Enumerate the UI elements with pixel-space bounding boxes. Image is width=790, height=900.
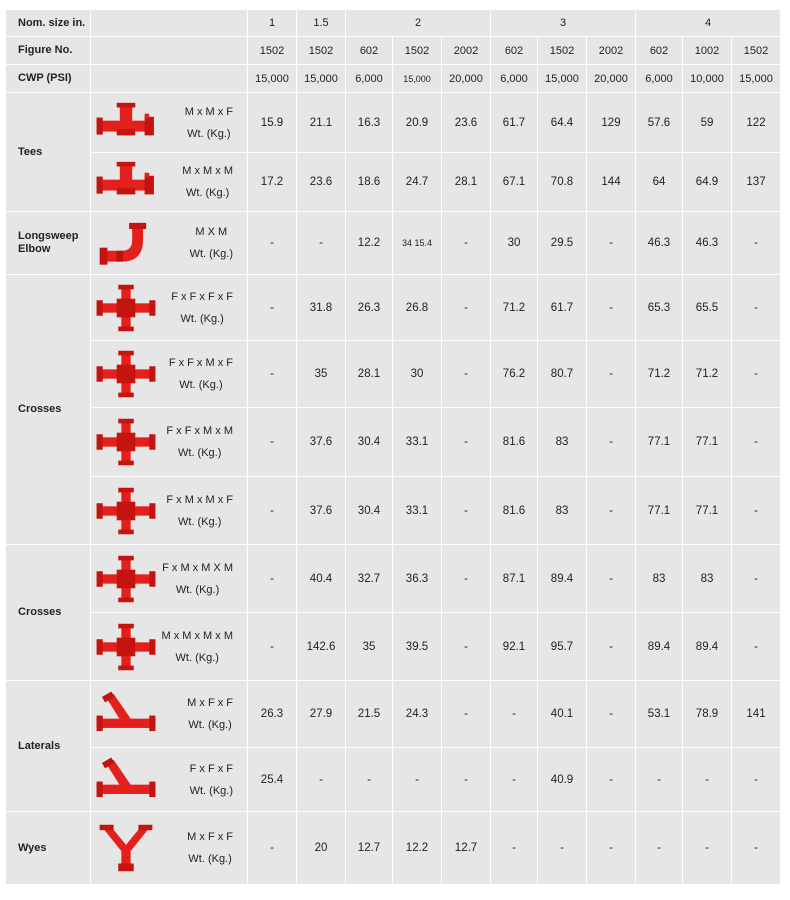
fitting-cell bbox=[91, 275, 247, 340]
cwp-cell: 15,000 bbox=[538, 65, 586, 92]
weight-value: 46.3 bbox=[636, 212, 682, 274]
weight-value: - bbox=[732, 748, 780, 811]
weight-value: 30 bbox=[491, 212, 537, 274]
weight-value: 67.1 bbox=[491, 153, 537, 211]
fitting-row bbox=[6, 408, 780, 476]
weight-value: 27.9 bbox=[297, 681, 345, 747]
weight-value: 61.7 bbox=[538, 275, 586, 340]
weight-value: 141 bbox=[732, 681, 780, 747]
weight-value: 39.5 bbox=[393, 613, 441, 680]
size-cell: 3 bbox=[491, 10, 635, 36]
weight-value: - bbox=[248, 408, 296, 476]
weight-value: 89.4 bbox=[538, 545, 586, 612]
weight-label: Wt. (Kg.) bbox=[189, 248, 233, 260]
cwp-cell: 15,000 bbox=[732, 65, 780, 92]
weight-value: - bbox=[587, 613, 635, 680]
weight-value: - bbox=[442, 748, 490, 811]
weight-value: 12.7 bbox=[346, 812, 392, 884]
weight-value: - bbox=[636, 748, 682, 811]
weight-value: 12.7 bbox=[442, 812, 490, 884]
weight-value: - bbox=[587, 681, 635, 747]
weight-value: 40.4 bbox=[297, 545, 345, 612]
weight-value: 35 bbox=[346, 613, 392, 680]
weight-value: 71.2 bbox=[636, 341, 682, 407]
connection-config: F x F x F x F bbox=[171, 290, 233, 303]
weight-label: Wt. (Kg.) bbox=[188, 719, 232, 731]
weight-value: 23.6 bbox=[442, 93, 490, 152]
cross-fitting-icon bbox=[95, 622, 157, 672]
weight-value: - bbox=[442, 477, 490, 544]
fitting-cell bbox=[91, 408, 247, 476]
weight-value: 89.4 bbox=[636, 613, 682, 680]
weight-value: 21.5 bbox=[346, 681, 392, 747]
cwp-cell: 6,000 bbox=[491, 65, 537, 92]
weight-label: Wt. (Kg.) bbox=[185, 187, 230, 199]
weight-value: - bbox=[587, 341, 635, 407]
weight-label: Wt. (Kg.) bbox=[187, 127, 231, 140]
weight-value: - bbox=[732, 477, 780, 544]
fitting-description bbox=[187, 692, 233, 736]
weight-value: - bbox=[491, 681, 537, 747]
cross-fitting-icon bbox=[95, 554, 157, 604]
category-label: Tees bbox=[6, 93, 90, 211]
fitting-cell bbox=[91, 812, 247, 884]
weight-value: 17.2 bbox=[248, 153, 296, 211]
fitting-row bbox=[6, 212, 780, 274]
weight-value: 40.9 bbox=[538, 748, 586, 811]
figure-cell: 1502 bbox=[393, 37, 441, 64]
connection-config: M x F x F bbox=[187, 697, 233, 709]
weight-value: - bbox=[442, 341, 490, 407]
cwp-cell: 20,000 bbox=[587, 65, 635, 92]
lateral-fitting-icon bbox=[95, 689, 157, 739]
cwp-cell: 6,000 bbox=[346, 65, 392, 92]
weight-value: - bbox=[587, 812, 635, 884]
connection-config: F x F x F bbox=[189, 762, 233, 775]
fitting-row bbox=[6, 93, 780, 152]
weight-value: - bbox=[587, 212, 635, 274]
weight-value: 29.5 bbox=[538, 212, 586, 274]
weight-value: - bbox=[442, 212, 490, 274]
fitting-row bbox=[6, 545, 780, 612]
cwp-cell: 15,000 bbox=[393, 65, 441, 92]
cross-fitting-icon bbox=[95, 486, 157, 536]
weight-value: - bbox=[491, 748, 537, 811]
weight-value: - bbox=[587, 545, 635, 612]
cwp-cell: 15,000 bbox=[248, 65, 296, 92]
weight-value: 28.1 bbox=[442, 153, 490, 211]
connection-config: F x F x M x M bbox=[166, 425, 233, 437]
weight-value: 77.1 bbox=[636, 408, 682, 476]
weight-value: 81.6 bbox=[491, 477, 537, 544]
fitting-row bbox=[6, 812, 780, 884]
weight-value: 122 bbox=[732, 93, 780, 152]
cwp-label: CWP (PSI) bbox=[6, 65, 90, 92]
weight-label: Wt. (Kg.) bbox=[180, 312, 224, 325]
weight-value: 137 bbox=[732, 153, 780, 211]
category-label: Crosses bbox=[6, 275, 90, 544]
fitting-row bbox=[6, 748, 780, 811]
weight-value: 64.9 bbox=[683, 153, 731, 211]
fitting-row bbox=[6, 275, 780, 340]
fitting-cell bbox=[91, 341, 247, 407]
connection-config: M x M x M bbox=[182, 165, 233, 177]
fitting-description bbox=[166, 489, 233, 533]
weight-value: - bbox=[683, 812, 731, 884]
fitting-row bbox=[6, 613, 780, 680]
weight-value: 81.6 bbox=[491, 408, 537, 476]
category-label: Wyes bbox=[6, 812, 90, 884]
cwp-cell: 6,000 bbox=[636, 65, 682, 92]
weight-value: 20.9 bbox=[393, 93, 441, 152]
fitting-description bbox=[185, 101, 233, 145]
connection-config: M X M bbox=[195, 226, 228, 238]
fitting-description bbox=[187, 826, 233, 870]
weight-value: - bbox=[248, 275, 296, 340]
weight-value: 53.1 bbox=[636, 681, 682, 747]
wye-fitting-icon bbox=[95, 823, 157, 873]
weight-value: - bbox=[732, 545, 780, 612]
cwp-cell: 15,000 bbox=[297, 65, 345, 92]
cwp-header-row bbox=[6, 65, 780, 92]
fitting-cell bbox=[91, 212, 247, 274]
connection-config: M x M x M x M bbox=[161, 629, 233, 642]
weight-value: - bbox=[683, 748, 731, 811]
weight-value: - bbox=[442, 681, 490, 747]
weight-label: Wt. (Kg.) bbox=[178, 515, 222, 528]
weight-value: - bbox=[248, 212, 296, 274]
fitting-row bbox=[6, 477, 780, 544]
weight-label: Wt. (Kg.) bbox=[179, 379, 223, 391]
weight-value: 24.3 bbox=[393, 681, 441, 747]
figure-header-row bbox=[6, 37, 780, 64]
weight-label: Wt. (Kg.) bbox=[175, 583, 220, 596]
weight-value: - bbox=[636, 812, 682, 884]
weight-value: 76.2 bbox=[491, 341, 537, 407]
weight-value: 78.9 bbox=[683, 681, 731, 747]
connection-config: F x M x M X M bbox=[162, 561, 233, 574]
cross-fitting-icon bbox=[95, 283, 157, 333]
figure-cell: 602 bbox=[346, 37, 392, 64]
weight-value: 142.6 bbox=[297, 613, 345, 680]
weight-value: 61.7 bbox=[491, 93, 537, 152]
figure-cell: 602 bbox=[636, 37, 682, 64]
weight-value: - bbox=[587, 275, 635, 340]
fitting-description bbox=[162, 625, 234, 669]
weight-value: 46.3 bbox=[683, 212, 731, 274]
weight-value: 64.4 bbox=[538, 93, 586, 152]
category-label: Longsweep Elbow bbox=[6, 212, 90, 274]
fitting-row bbox=[6, 153, 780, 211]
weight-value: - bbox=[297, 748, 345, 811]
weight-value: - bbox=[248, 341, 296, 407]
connection-config: M x M x F bbox=[184, 105, 233, 118]
weight-value: 16.3 bbox=[346, 93, 392, 152]
weight-value: - bbox=[732, 341, 780, 407]
weight-value: 28.1 bbox=[346, 341, 392, 407]
weight-value: - bbox=[248, 545, 296, 612]
weight-value: - bbox=[732, 408, 780, 476]
size-cell: 2 bbox=[346, 10, 490, 36]
connection-config: M x F x F bbox=[187, 831, 233, 843]
weight-value: - bbox=[732, 212, 780, 274]
weight-value: - bbox=[248, 477, 296, 544]
fitting-description bbox=[190, 221, 233, 265]
figure-cell: 602 bbox=[491, 37, 537, 64]
weight-value: 35 bbox=[297, 341, 345, 407]
cross-fitting-icon bbox=[95, 349, 157, 399]
fitting-cell bbox=[91, 681, 247, 747]
weight-value: 83 bbox=[683, 545, 731, 612]
cwp-cell: 10,000 bbox=[683, 65, 731, 92]
weight-value: 95.7 bbox=[538, 613, 586, 680]
weight-value: 87.1 bbox=[491, 545, 537, 612]
cross-fitting-icon bbox=[95, 417, 157, 467]
weight-value: - bbox=[393, 748, 441, 811]
elbow-fitting-icon bbox=[95, 218, 157, 268]
size-cell: 1.5 bbox=[297, 10, 345, 36]
figure-cell: 1502 bbox=[248, 37, 296, 64]
fitting-description bbox=[182, 160, 233, 204]
weight-label: Wt. (Kg.) bbox=[188, 853, 232, 865]
category-label: Crosses bbox=[6, 545, 90, 680]
fitting-description bbox=[190, 758, 233, 802]
fitting-description bbox=[171, 286, 233, 330]
figure-cell: 1502 bbox=[538, 37, 586, 64]
weight-value: 32.7 bbox=[346, 545, 392, 612]
weight-value: 92.1 bbox=[491, 613, 537, 680]
weight-value: - bbox=[442, 613, 490, 680]
weight-value: 64 bbox=[636, 153, 682, 211]
weight-value: - bbox=[732, 613, 780, 680]
weight-value: 26.8 bbox=[393, 275, 441, 340]
weight-value: 77.1 bbox=[683, 477, 731, 544]
weight-value: 71.2 bbox=[683, 341, 731, 407]
weight-value: - bbox=[442, 408, 490, 476]
weight-value: 30 bbox=[393, 341, 441, 407]
fitting-description bbox=[162, 557, 233, 601]
size-header-row bbox=[6, 10, 780, 36]
weight-value: 33.1 bbox=[393, 477, 441, 544]
weight-value: 34 15.4 bbox=[393, 212, 441, 274]
figure-cell: 2002 bbox=[442, 37, 490, 64]
size-cell: 1 bbox=[248, 10, 296, 36]
connection-config: F x F x M x F bbox=[168, 357, 233, 369]
weight-value: 83 bbox=[636, 545, 682, 612]
weight-value: - bbox=[297, 212, 345, 274]
weight-value: - bbox=[491, 812, 537, 884]
weight-value: - bbox=[732, 812, 780, 884]
fitting-cell bbox=[91, 153, 247, 211]
figure-cell: 1502 bbox=[297, 37, 345, 64]
weight-value: 77.1 bbox=[636, 477, 682, 544]
weight-value: 129 bbox=[587, 93, 635, 152]
weight-value: - bbox=[732, 275, 780, 340]
fitting-cell bbox=[91, 748, 247, 811]
weight-value: 77.1 bbox=[683, 408, 731, 476]
weight-value: 21.1 bbox=[297, 93, 345, 152]
weight-value: - bbox=[587, 408, 635, 476]
weight-value: 144 bbox=[587, 153, 635, 211]
weight-value: 80.7 bbox=[538, 341, 586, 407]
category-label: Laterals bbox=[6, 681, 90, 811]
fittings-spec-table bbox=[5, 9, 781, 885]
weight-value: 36.3 bbox=[393, 545, 441, 612]
weight-value: 65.3 bbox=[636, 275, 682, 340]
weight-value: 70.8 bbox=[538, 153, 586, 211]
weight-value: - bbox=[346, 748, 392, 811]
connection-config: F x M x M x F bbox=[166, 493, 233, 506]
fitting-row bbox=[6, 681, 780, 747]
weight-value: 30.4 bbox=[346, 477, 392, 544]
weight-value: 33.1 bbox=[393, 408, 441, 476]
fitting-description bbox=[169, 352, 233, 396]
weight-value: 37.6 bbox=[297, 477, 345, 544]
weight-value: 37.6 bbox=[297, 408, 345, 476]
tee-fitting-icon bbox=[95, 157, 157, 207]
weight-value: 89.4 bbox=[683, 613, 731, 680]
weight-value: 12.2 bbox=[393, 812, 441, 884]
weight-value: - bbox=[587, 477, 635, 544]
cwp-cell: 20,000 bbox=[442, 65, 490, 92]
weight-value: 26.3 bbox=[248, 681, 296, 747]
nom-size-label: Nom. size in. bbox=[6, 10, 90, 36]
weight-value: - bbox=[538, 812, 586, 884]
weight-value: 71.2 bbox=[491, 275, 537, 340]
fitting-cell bbox=[91, 477, 247, 544]
tee-fitting-icon bbox=[95, 98, 157, 148]
weight-value: 57.6 bbox=[636, 93, 682, 152]
fitting-cell bbox=[91, 613, 247, 680]
weight-value: 18.6 bbox=[346, 153, 392, 211]
lateral-fitting-icon bbox=[95, 755, 157, 805]
figure-cell: 1502 bbox=[732, 37, 780, 64]
weight-value: - bbox=[587, 748, 635, 811]
fitting-row bbox=[6, 341, 780, 407]
weight-value: 15.9 bbox=[248, 93, 296, 152]
figure-label: Figure No. bbox=[6, 37, 90, 64]
weight-label: Wt. (Kg.) bbox=[175, 651, 219, 664]
weight-value: 59 bbox=[683, 93, 731, 152]
weight-value: - bbox=[442, 545, 490, 612]
weight-value: 23.6 bbox=[297, 153, 345, 211]
weight-value: 83 bbox=[538, 477, 586, 544]
weight-value: 25.4 bbox=[248, 748, 296, 811]
fitting-cell bbox=[91, 545, 247, 612]
weight-value: 83 bbox=[538, 408, 586, 476]
weight-label: Wt. (Kg.) bbox=[178, 447, 222, 459]
weight-value: 30.4 bbox=[346, 408, 392, 476]
weight-value: 26.3 bbox=[346, 275, 392, 340]
weight-value: 24.7 bbox=[393, 153, 441, 211]
fitting-cell bbox=[91, 93, 247, 152]
weight-value: 31.8 bbox=[297, 275, 345, 340]
weight-value: - bbox=[248, 812, 296, 884]
weight-value: - bbox=[442, 275, 490, 340]
weight-value: - bbox=[248, 613, 296, 680]
size-cell: 4 bbox=[636, 10, 780, 36]
weight-value: 20 bbox=[297, 812, 345, 884]
figure-cell: 2002 bbox=[587, 37, 635, 64]
weight-label: Wt. (Kg.) bbox=[189, 784, 233, 797]
weight-value: 65.5 bbox=[683, 275, 731, 340]
fitting-description bbox=[166, 420, 233, 464]
weight-value: 40.1 bbox=[538, 681, 586, 747]
weight-value: 12.2 bbox=[346, 212, 392, 274]
figure-cell: 1002 bbox=[683, 37, 731, 64]
